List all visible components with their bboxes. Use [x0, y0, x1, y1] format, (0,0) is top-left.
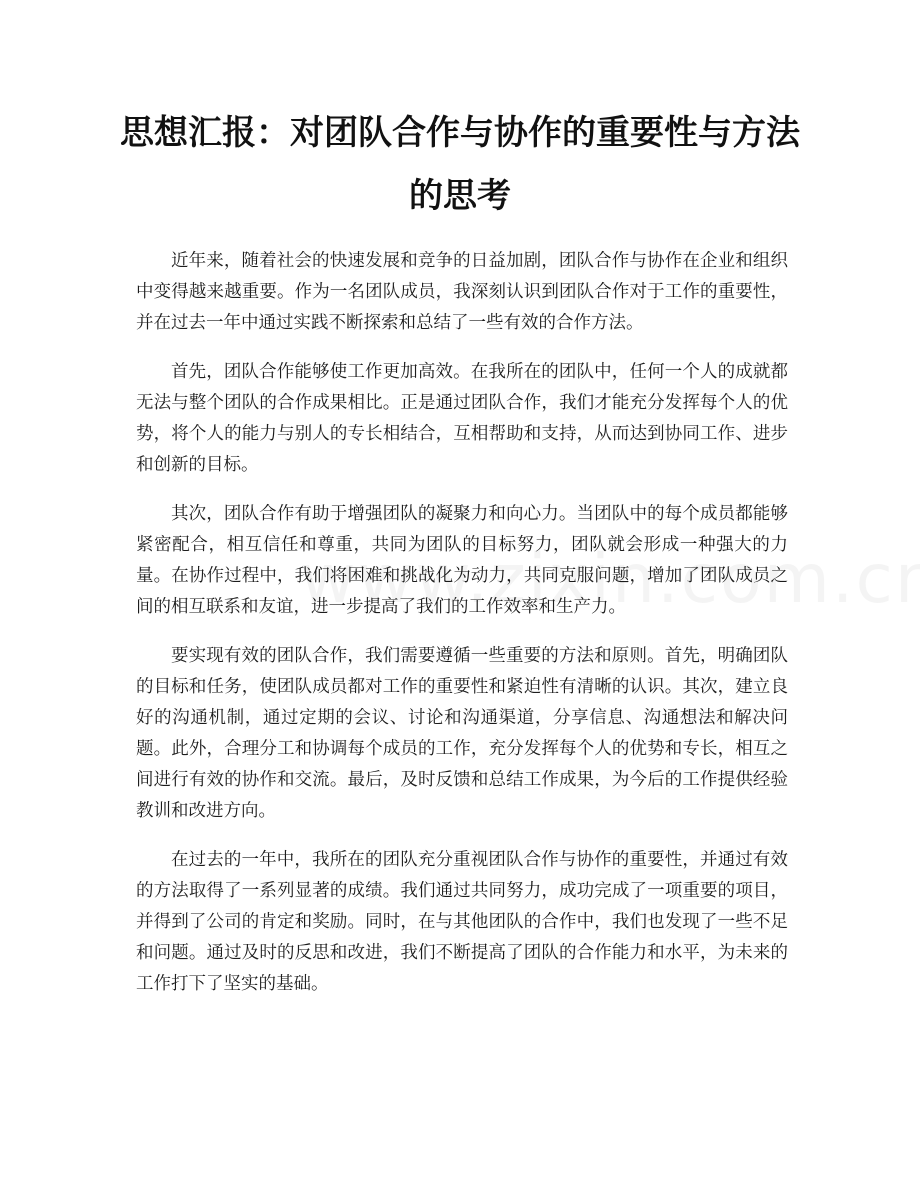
paragraph-5: 在过去的一年中，我所在的团队充分重视团队合作与协作的重要性，并通过有效的方法取得了一系列显著的成绩。我们通过共同努力，成功完成了一项重要的项目，并得到了公司的肯定和奖励。同时，在与其他团队的合作中，我们也发现了一些不足和问题。通过及时的反思和改进，我们不断提高了团队的合作能力和水平，为未来的工作打下了坚实的基础。 — [136, 850, 788, 994]
paragraph-2: 首先，团队合作能够使工作更加高效。在我所在的团队中，任何一个人的成就都无法与整个团队的合作成果相比。正是通过团队合作，我们才能充分发挥每个人的优势，将个人的能力与别人的专长相结合，互相帮助和支持，从而达到协同工作、进步和创新的目标。 — [136, 362, 788, 475]
paragraph-4: 要实现有效的团队合作，我们需要遵循一些重要的方法和原则。首先，明确团队的目标和任务，使团队成员都对工作的重要性和紧迫性有清晰的认识。其次，建立良好的沟通机制，通过定期的会议、讨论和沟通渠道，分享信息、沟通想法和解决问题。此外，合理分工和协调每个成员的工作，充分发挥每个人的优势和专长，相互之间进行有效的协作和交流。最后，及时反馈和总结工作成果，为今后的工作提供经验教训和改进方向。 — [136, 646, 788, 821]
document-title: 思想汇报：对团队合作与协作的重要性与方法的思考 — [120, 113, 800, 216]
paragraph-1: 近年来，随着社会的快速发展和竞争的日益加剧，团队合作与协作在企业和组织中变得越来越重要。作为一名团队成员，我深刻认识到团队合作对于工作的重要性，并在过去一年中通过实践不断探索和总结了一些有效的合作方法。 — [136, 251, 788, 333]
paragraph-3: 其次，团队合作有助于增强团队的凝聚力和向心力。当团队中的每个成员都能够紧密配合，相互信任和尊重，共同为团队的目标努力，团队就会形成一种强大的力量。在协作过程中，我们将困难和挑战化为动力，共同克服问题，增加了团队成员之间的相互联系和友谊，进一步提高了我们的工作效率和生产力。 — [136, 504, 788, 617]
document-body — [136, 246, 788, 1018]
